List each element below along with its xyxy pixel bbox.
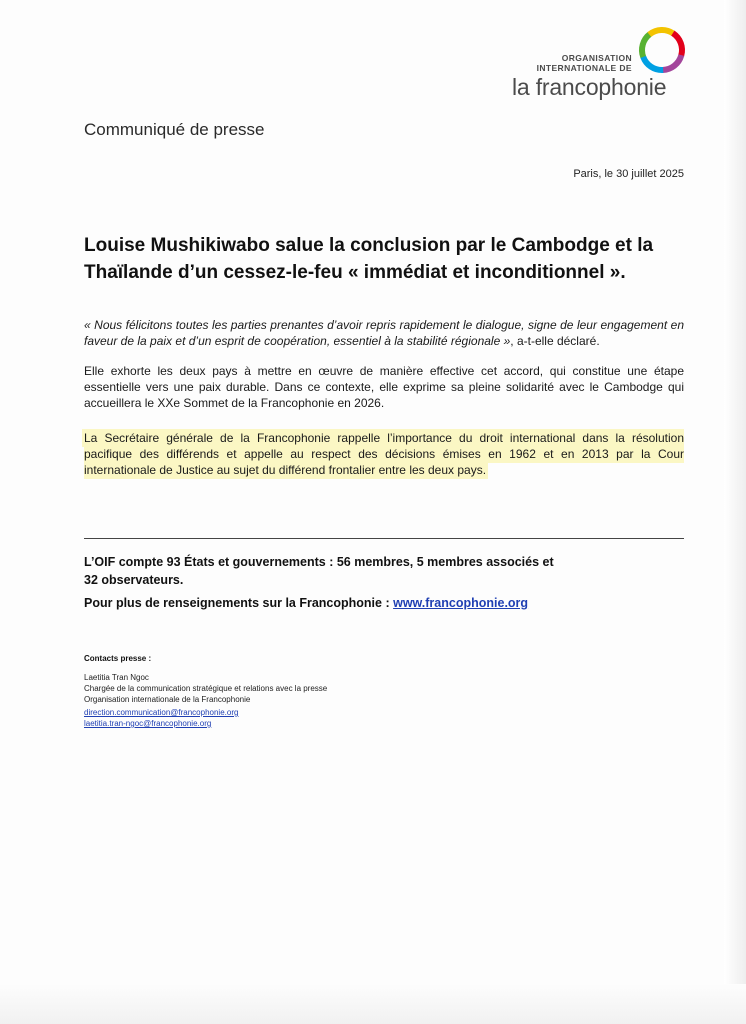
francophonie-ring-icon [632, 22, 692, 82]
more-info-label: Pour plus de renseignements sur la Francophonie : [84, 596, 394, 610]
oif-membership: L’OIF compte 93 États et gouvernements : 56 membres, 5 membres associés et 32 observateurs. [84, 555, 554, 587]
document-type: Communiqué de presse [84, 120, 265, 139]
page-edge-shadow [724, 0, 746, 1024]
more-info [84, 596, 528, 610]
contact-email-personal[interactable]: laetitia.tran-ngoc@francophonie.org [84, 719, 212, 728]
quote-text: « Nous félicitons toutes les parties prenantes d’avoir repris rapidement le dialogue, signe de leur engagement en faveur de la paix et d’un esprit de coopération, essentiel à la stabilité régionale » [84, 318, 684, 348]
logo-wordmark: la francophonie [512, 74, 667, 100]
highlighted-text: La Secrétaire générale de la Francophonie rappelle l’importance du droit international dans la résolution pacifique des différends et appelle au respect des décisions émises en 1962 et en 2013 par la Cour internationale de Justice au sujet du différend frontalier entre les deux pays. [84, 431, 684, 477]
francophonie-website-link[interactable]: www.francophonie.org [393, 596, 529, 610]
paragraph-exhortation: Elle exhorte les deux pays à mettre en œuvre de manière effective cet accord, qui constitue une étape essentielle vers une paix durable. Dans ce contexte, elle exprime sa pleine solidarité avec le Cambodge qui accueillera le XXe Sommet de la Francophonie en 2026. [84, 364, 684, 410]
quote-attribution: , a-t-elle déclaré. [510, 334, 600, 348]
paragraph-highlighted [84, 430, 684, 478]
document-date: Paris, le 30 juillet 2025 [573, 168, 684, 180]
page-bottom-shadow [0, 984, 746, 1024]
contact-name: Laetitia Tran Ngoc [84, 673, 149, 682]
contact-email-direction[interactable]: direction.communication@francophonie.org [84, 708, 239, 717]
logo-line-1: ORGANISATION [561, 53, 632, 63]
contact-role: Chargée de la communication stratégique et relations avec la presse [84, 684, 328, 693]
contact-organisation: Organisation internationale de la Francophonie [84, 695, 251, 704]
francophonie-logo [510, 22, 690, 100]
headline: Louise Mushikiwabo salue la conclusion par le Cambodge et la Thaïlande d’un cessez-le-feu « immédiat et inconditionnel ». [84, 235, 654, 283]
contacts-label: Contacts presse : [84, 654, 152, 663]
logo-line-2: INTERNATIONALE DE [536, 63, 632, 73]
paragraph-quote [84, 317, 684, 349]
divider [84, 538, 684, 539]
